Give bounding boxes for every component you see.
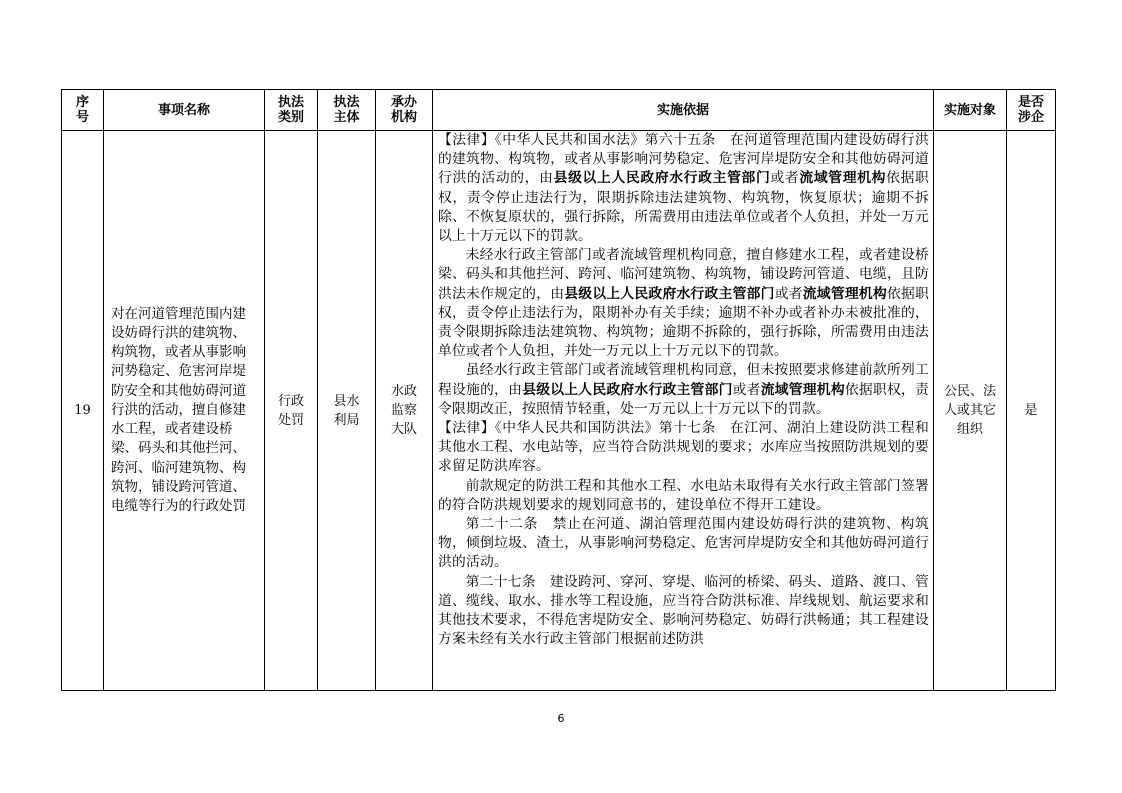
page-number: 6	[557, 712, 565, 725]
enforcement-table	[61, 89, 1056, 691]
row-seq: 19	[62, 131, 104, 691]
table-row	[62, 131, 1056, 691]
header-basis: 实施依据	[433, 90, 934, 131]
row-subject: 县水利局	[318, 131, 376, 691]
row-item-name: 对在河道管理范围内建设妨碍行洪的建筑物、构筑物，或者从事影响河势稳定、危害河岸堤防安全和其他妨碍河道行洪的活动，擅自修建水工程，或者建设桥梁、码头和其他拦河、跨河、临河建筑物、构筑物，铺设跨河管道、电缆等行为的行政处罚	[104, 131, 265, 691]
row-basis	[433, 131, 934, 691]
basis-paragraph: 【法律】《中华人民共和国水法》第六十五条 在河道管理范围内建设妨碍行洪的建筑物、构筑物，或者从事影响河势稳定、危害河岸堤防安全和其他妨碍河道行洪的活动的，由县级以上人民政府水行政主管部门或者流域管理机构依据职权，责令停止违法行为，限期拆除违法建筑物、构筑物，恢复原状；逾期不拆除、不恢复原状的，强行拆除，所需费用由违法单位或者个人负担，并处一万元以上十万元以下的罚款。	[438, 132, 929, 245]
basis-paragraph: 前款规定的防洪工程和其他水工程、水电站未取得有关水行政主管部门签署的符合防洪规划要求的规划同意书的，建设单位不得开工建设。	[438, 477, 929, 513]
header-category: 执法类别	[265, 90, 318, 131]
header-enterprise: 是否涉企	[1007, 90, 1056, 131]
basis-text	[438, 131, 929, 690]
row-category: 行政处罚	[265, 131, 318, 691]
basis-paragraph: 【法律】《中华人民共和国防洪法》第十七条 在江河、湖泊上建设防洪工程和其他水工程、水电站等，应当符合防洪规划的要求；水库应当按照防洪规划的要求留足防洪库容。	[438, 420, 929, 475]
header-seq: 序号	[62, 90, 104, 131]
row-organizer: 水政监察大队	[376, 131, 433, 691]
basis-paragraph: 虽经水行政主管部门或者流域管理机构同意，但未按照要求修建前款所列工程设施的，由县级以上人民政府水行政主管部门或者流域管理机构依据职权，责令限期改正，按照情节轻重，处一万元以上十万元以下的罚款。	[438, 362, 929, 417]
basis-paragraph: 未经水行政主管部门或者流域管理机构同意，擅自修建水工程，或者建设桥梁、码头和其他拦河、跨河、临河建筑物、构筑物，铺设跨河管道、电缆，且防洪法未作规定的，由县级以上人民政府水行政主管部门或者流域管理机构依据职权，责令停止违法行为，限期补办有关手续；逾期不补办或者补办未被批准的，责令限期拆除违法建筑物、构筑物；逾期不拆除的，强行拆除，所需费用由违法单位或者个人负担，并处一万元以上十万元以下的罚款。	[438, 247, 929, 360]
header-name: 事项名称	[104, 90, 265, 131]
row-enterprise: 是	[1007, 131, 1056, 691]
basis-paragraph: 第二十七条 建设跨河、穿河、穿堤、临河的桥梁、码头、道路、渡口、管道、缆线、取水、排水等工程设施，应当符合防洪标准、岸线规划、航运要求和其他技术要求，不得危害堤防安全、影响河势稳定、妨碍行洪畅通；其工程建设方案未经有关水行政主管部门根据前述防洪	[438, 573, 929, 648]
header-subject: 执法主体	[318, 90, 376, 131]
header-row	[62, 90, 1056, 131]
header-target: 实施对象	[934, 90, 1007, 131]
row-target: 公民、法人或其它组织	[934, 131, 1007, 691]
header-organizer: 承办机构	[376, 90, 433, 131]
basis-paragraph: 第二十二条 禁止在河道、湖泊管理范围内建设妨碍行洪的建筑物、构筑物，倾倒垃圾、渣土，从事影响河势稳定、危害河岸堤防安全和其他妨碍河道行洪的活动。	[438, 516, 929, 571]
